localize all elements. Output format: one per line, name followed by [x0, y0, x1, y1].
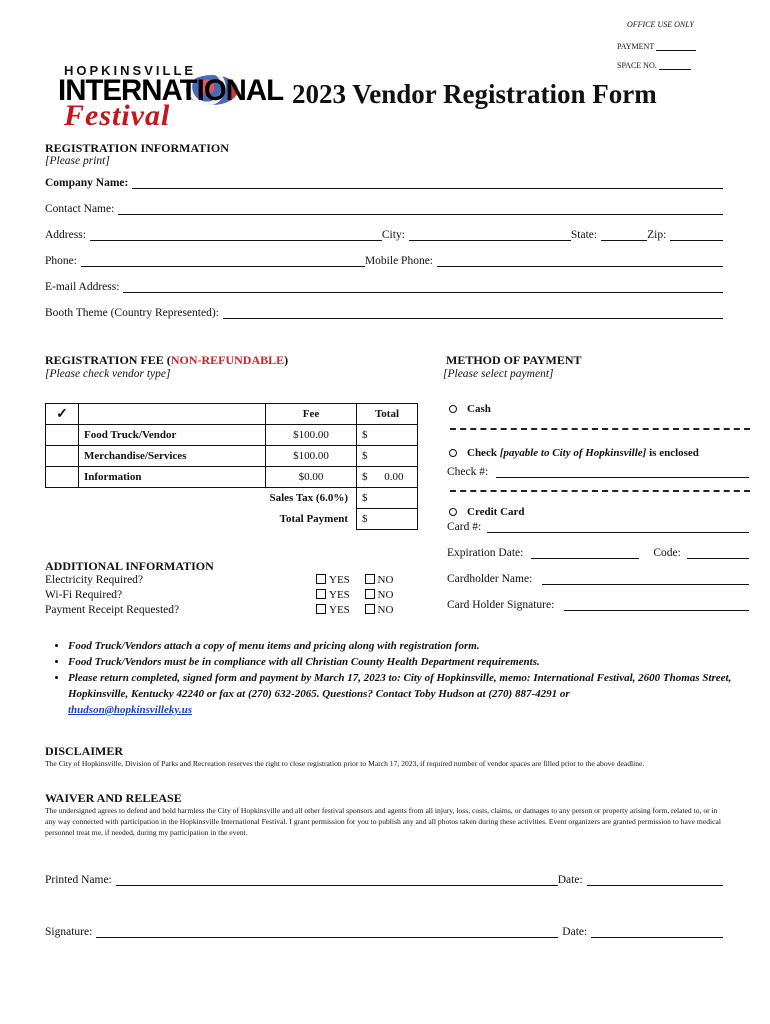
logo-script-text: Festival — [64, 99, 171, 132]
receipt-question: Payment Receipt Requested? — [45, 604, 180, 616]
address-label: Address: — [45, 229, 86, 241]
company-input[interactable] — [132, 178, 723, 189]
company-field — [45, 177, 723, 189]
cardholder-name-field — [447, 573, 749, 585]
email-field — [45, 281, 723, 293]
electricity-yes-checkbox[interactable] — [316, 574, 326, 584]
no-label: NO — [377, 574, 394, 586]
check-number-field — [447, 466, 749, 478]
sales-tax-label: Sales Tax (6.0%) — [269, 492, 348, 505]
fee-heading-prefix: REGISTRATION FEE ( — [45, 353, 171, 367]
zip-label: Zip: — [647, 229, 667, 241]
email-label: E-mail Address: — [45, 281, 120, 293]
office-payment-label: PAYMENT — [617, 42, 655, 51]
festival-logo — [58, 63, 284, 132]
payment-option-credit[interactable] — [449, 506, 525, 518]
state-input[interactable] — [601, 230, 647, 241]
expiration-label: Expiration Date: — [447, 547, 524, 559]
phone-label: Phone: — [45, 255, 77, 267]
cash-label: Cash — [467, 403, 491, 415]
booth-field — [45, 307, 723, 319]
disclaimer-text: The City of Hopkinsville, Division of Parks and Recreation reserves the right to close registration prior to March 17, 2023, if required number of vendor spaces are filled prior to the above deadline. — [45, 759, 645, 768]
wifi-question: Wi-Fi Required? — [45, 589, 123, 601]
phone-input[interactable] — [81, 256, 365, 267]
vendor-type-checkbox[interactable] — [46, 446, 79, 467]
payment-subheading: [Please select payment] — [443, 368, 554, 380]
check-label: Check — [467, 447, 497, 459]
phone-field — [45, 255, 723, 267]
vendor-total-value: $ — [362, 471, 368, 483]
cash-radio[interactable] — [449, 405, 457, 413]
disclaimer-heading: DISCLAIMER — [45, 744, 124, 758]
mobile-input[interactable] — [437, 256, 723, 267]
waiver-heading: WAIVER AND RELEASE — [45, 791, 182, 805]
company-label: Company Name: — [45, 177, 129, 189]
vendor-total-cell[interactable] — [357, 467, 418, 488]
cardholder-signature-label: Card Holder Signature: — [447, 599, 555, 611]
credit-radio[interactable] — [449, 508, 457, 516]
check-payable-note: [payable to City of Hopkinsville] — [499, 447, 647, 459]
table-row — [46, 467, 418, 488]
fee-table — [45, 403, 418, 530]
office-payment-line[interactable] — [656, 41, 696, 51]
waiver-text: The undersigned agrees to defend and hold harmless the City of Hopkinsville and all other festival sponsors and agents from all injury, loss, costs, claims, or damages to any person or property arising form, related to, or in any way connected with participation in the Hopkinsville International Festival. I grant permission for you to publish any and all photos taken during these activities. Event organizers are granted permission to have medical personnel treat me, if needed, during my participation in the event. — [45, 806, 721, 837]
office-use-label: OFFICE USE ONLY — [627, 20, 694, 29]
additional-options — [316, 573, 393, 618]
vendor-fee-value: $100.00 — [266, 446, 357, 467]
signature-label: Signature: — [45, 926, 93, 938]
cash-divider — [450, 428, 750, 430]
vendor-type-label: Merchandise/Services — [79, 446, 266, 467]
vendor-type-label: Information — [79, 467, 266, 488]
check-mark-icon: ✓ — [46, 404, 79, 425]
check-number-label: Check #: — [447, 466, 489, 478]
vendor-total-value[interactable]: $ — [357, 446, 418, 467]
vendor-type-checkbox[interactable] — [46, 467, 79, 488]
signature-date-label: Date: — [562, 926, 588, 938]
email-input[interactable] — [123, 282, 723, 293]
contact-input[interactable] — [118, 204, 723, 215]
check-suffix: is enclosed — [649, 447, 699, 459]
vendor-type-label: Food Truck/Vendor — [79, 425, 266, 446]
list-item — [68, 670, 748, 718]
address-field — [45, 229, 723, 241]
expiration-field — [447, 547, 749, 559]
office-space-field — [617, 60, 691, 70]
cardholder-signature-input[interactable] — [564, 600, 749, 611]
registration-heading: REGISTRATION INFORMATION — [45, 141, 229, 155]
card-number-field — [447, 521, 749, 533]
electricity-question: Electricity Required? — [45, 574, 144, 586]
no-label: NO — [377, 589, 394, 601]
printed-name-field — [45, 874, 723, 886]
yes-label: YES — [329, 604, 350, 616]
payment-option-check[interactable] — [449, 447, 699, 459]
fee-heading-red: NON-REFUNDABLE — [170, 353, 285, 367]
contact-label: Contact Name: — [45, 203, 115, 215]
vendor-fee-value: $100.00 — [266, 425, 357, 446]
signature-date-input[interactable] — [591, 927, 723, 938]
sales-tax-value[interactable]: $ — [357, 488, 418, 509]
payment-option-cash[interactable] — [449, 403, 491, 415]
receipt-no-checkbox[interactable] — [365, 604, 375, 614]
office-payment-field — [617, 41, 696, 51]
vendor-type-checkbox[interactable] — [46, 425, 79, 446]
vendor-total-amount: 0.00 — [384, 471, 404, 483]
instructions-list — [48, 638, 748, 718]
list-item: • Food Truck/Vendors must be in compliance with all Christian County Health Department requirements. — [68, 654, 748, 670]
total-payment-value[interactable]: $ — [357, 509, 418, 530]
contact-email-link[interactable]: thudson@hopkinsvilleky.us — [68, 704, 192, 716]
table-row — [46, 425, 418, 446]
fee-subheading: [Please check vendor type] — [45, 368, 171, 380]
check-number-input[interactable] — [496, 467, 749, 478]
wifi-options — [316, 588, 393, 603]
booth-label: Booth Theme (Country Represented): — [45, 307, 219, 319]
page-title: 2023 Vendor Registration Form — [292, 79, 657, 109]
table-row — [46, 446, 418, 467]
wifi-yes-checkbox[interactable] — [316, 589, 326, 599]
mobile-label: Mobile Phone: — [364, 255, 433, 267]
code-label: Code: — [653, 547, 681, 559]
cardholder-name-label: Cardholder Name: — [447, 573, 533, 585]
date-label: Date: — [557, 874, 583, 886]
fee-col-header: Fee — [266, 404, 357, 425]
printed-name-input[interactable] — [116, 875, 558, 886]
signature-input[interactable] — [96, 927, 558, 938]
wifi-no-checkbox[interactable] — [365, 589, 375, 599]
card-number-label: Card #: — [447, 521, 482, 533]
receipt-options — [316, 603, 393, 618]
additional-heading: ADDITIONAL INFORMATION — [45, 559, 214, 573]
check-radio[interactable] — [449, 449, 457, 457]
card-number-input[interactable] — [487, 522, 749, 533]
signature-field — [45, 926, 723, 938]
contact-field — [45, 203, 723, 215]
yes-label: YES — [329, 574, 350, 586]
zip-input[interactable] — [670, 230, 723, 241]
total-payment-label: Total Payment — [279, 513, 348, 525]
office-space-line[interactable] — [659, 60, 691, 70]
cardholder-name-input[interactable] — [542, 574, 749, 585]
payment-heading: METHOD OF PAYMENT — [446, 353, 582, 367]
total-payment-row — [46, 509, 418, 530]
vendor-fee-value: $0.00 — [266, 467, 357, 488]
code-input[interactable] — [687, 548, 749, 559]
receipt-yes-checkbox[interactable] — [316, 604, 326, 614]
city-input[interactable] — [409, 230, 571, 241]
office-space-label: SPACE NO. — [617, 61, 657, 70]
electricity-options — [316, 573, 393, 588]
type-header-cell — [79, 404, 266, 425]
logo-big-text: INTERNATIONAL — [58, 74, 284, 107]
date-input[interactable] — [587, 875, 723, 886]
logo-top-text: HOPKINSVILLE — [64, 63, 197, 78]
state-label: State: — [570, 229, 598, 241]
total-col-header: Total — [357, 404, 418, 425]
list-item: • Food Truck/Vendors attach a copy of menu items and pricing along with registration form. — [68, 638, 748, 654]
expiration-input[interactable] — [531, 548, 639, 559]
credit-card-label: Credit Card — [467, 506, 525, 518]
fee-heading — [45, 353, 288, 368]
no-label: NO — [377, 604, 394, 616]
cardholder-signature-field — [447, 599, 749, 611]
registration-subheading: [Please print] — [45, 155, 110, 167]
additional-questions — [45, 573, 179, 618]
fee-header-row — [46, 404, 418, 425]
vendor-total-value[interactable]: $ — [357, 425, 418, 446]
printed-name-label: Printed Name: — [45, 874, 112, 886]
address-input[interactable] — [90, 230, 382, 241]
sales-tax-row — [46, 488, 418, 509]
check-divider — [450, 490, 750, 492]
city-label: City: — [381, 229, 405, 241]
electricity-no-checkbox[interactable] — [365, 574, 375, 584]
return-instructions: Please return completed, signed form and payment by March 17, 2023 to: City of Hopkinsville, memo: International Festival, 2600 Thomas Street, Hopkinsville, Kentucky 42240 or fax at (270) 632-2065. Questions? Contact Toby Hudson at (270) 887-4291 or — [68, 672, 732, 700]
booth-input[interactable] — [223, 308, 723, 319]
yes-label: YES — [329, 589, 350, 601]
fee-heading-suffix: ) — [284, 353, 289, 367]
